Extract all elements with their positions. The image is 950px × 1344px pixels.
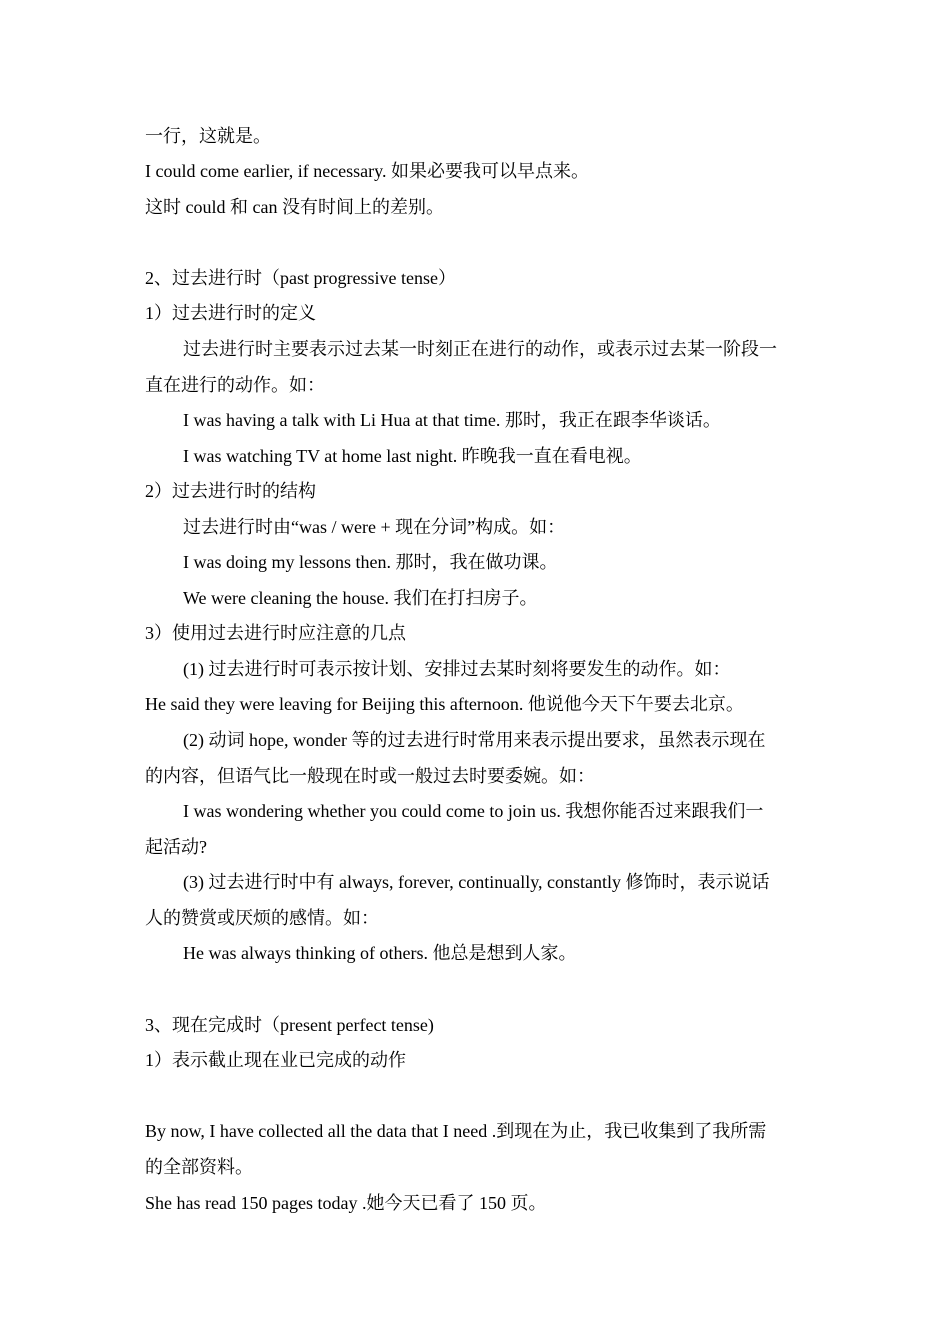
text-line: 的内容，但语气比一般现在时或一般过去时要委婉。如： (145, 766, 595, 786)
subsection-heading: 1）过去进行时的定义 (145, 303, 316, 323)
text-line: (2) 动词 hope, wonder 等的过去进行时常用来表示提出要求，虽然表示现在 (183, 730, 766, 750)
text-line: 过去进行时主要表示过去某一时刻正在进行的动作，或表示过去某一阶段一 (183, 339, 777, 359)
example-line: She has read 150 pages today .她今天已看了 150 页。 (145, 1193, 547, 1213)
example-line: I was having a talk with Li Hua at that time. 那时，我正在跟李华谈话。 (183, 410, 721, 430)
example-line: I was watching TV at home last night. 昨晚我一直在看电视。 (183, 446, 642, 466)
text-line: I could come earlier, if necessary. 如果必要我可以早点来。 (145, 161, 589, 181)
subsection-heading: 3）使用过去进行时应注意的几点 (145, 623, 406, 643)
section-heading: 2、过去进行时（past progressive tense） (145, 268, 456, 288)
example-line: 起活动? (145, 837, 207, 857)
example-line: I was wondering whether you could come to join us. 我想你能否过来跟我们一 (183, 801, 764, 821)
text-line: 这时 could 和 can 没有时间上的差别。 (145, 197, 444, 217)
text-line: 人的赞赏或厌烦的感情。如： (145, 908, 379, 928)
example-line: He was always thinking of others. 他总是想到人家。 (183, 943, 577, 963)
subsection-heading: 1）表示截止现在业已完成的动作 (145, 1050, 406, 1070)
example-line: I was doing my lessons then. 那时，我在做功课。 (183, 552, 558, 572)
text-line: 过去进行时由“was / were + 现在分词”构成。如： (183, 517, 566, 537)
example-line: By now, I have collected all the data that I need .到现在为止，我已收集到了我所需 (145, 1121, 767, 1141)
example-line: He said they were leaving for Beijing this afternoon. 他说他今天下午要去北京。 (145, 694, 744, 714)
text-line: 一行，这就是。 (145, 126, 271, 146)
subsection-heading: 2）过去进行时的结构 (145, 481, 316, 501)
text-line: (1) 过去进行时可表示按计划、安排过去某时刻将要发生的动作。如： (183, 659, 731, 679)
example-line: We were cleaning the house. 我们在打扫房子。 (183, 588, 538, 608)
section-heading: 3、现在完成时（present perfect tense) (145, 1015, 434, 1035)
example-line: 的全部资料。 (145, 1157, 253, 1177)
text-line: (3) 过去进行时中有 always, forever, continually, constantly 修饰时，表示说话 (183, 872, 770, 892)
text-line: 直在进行的动作。如： (145, 375, 325, 395)
